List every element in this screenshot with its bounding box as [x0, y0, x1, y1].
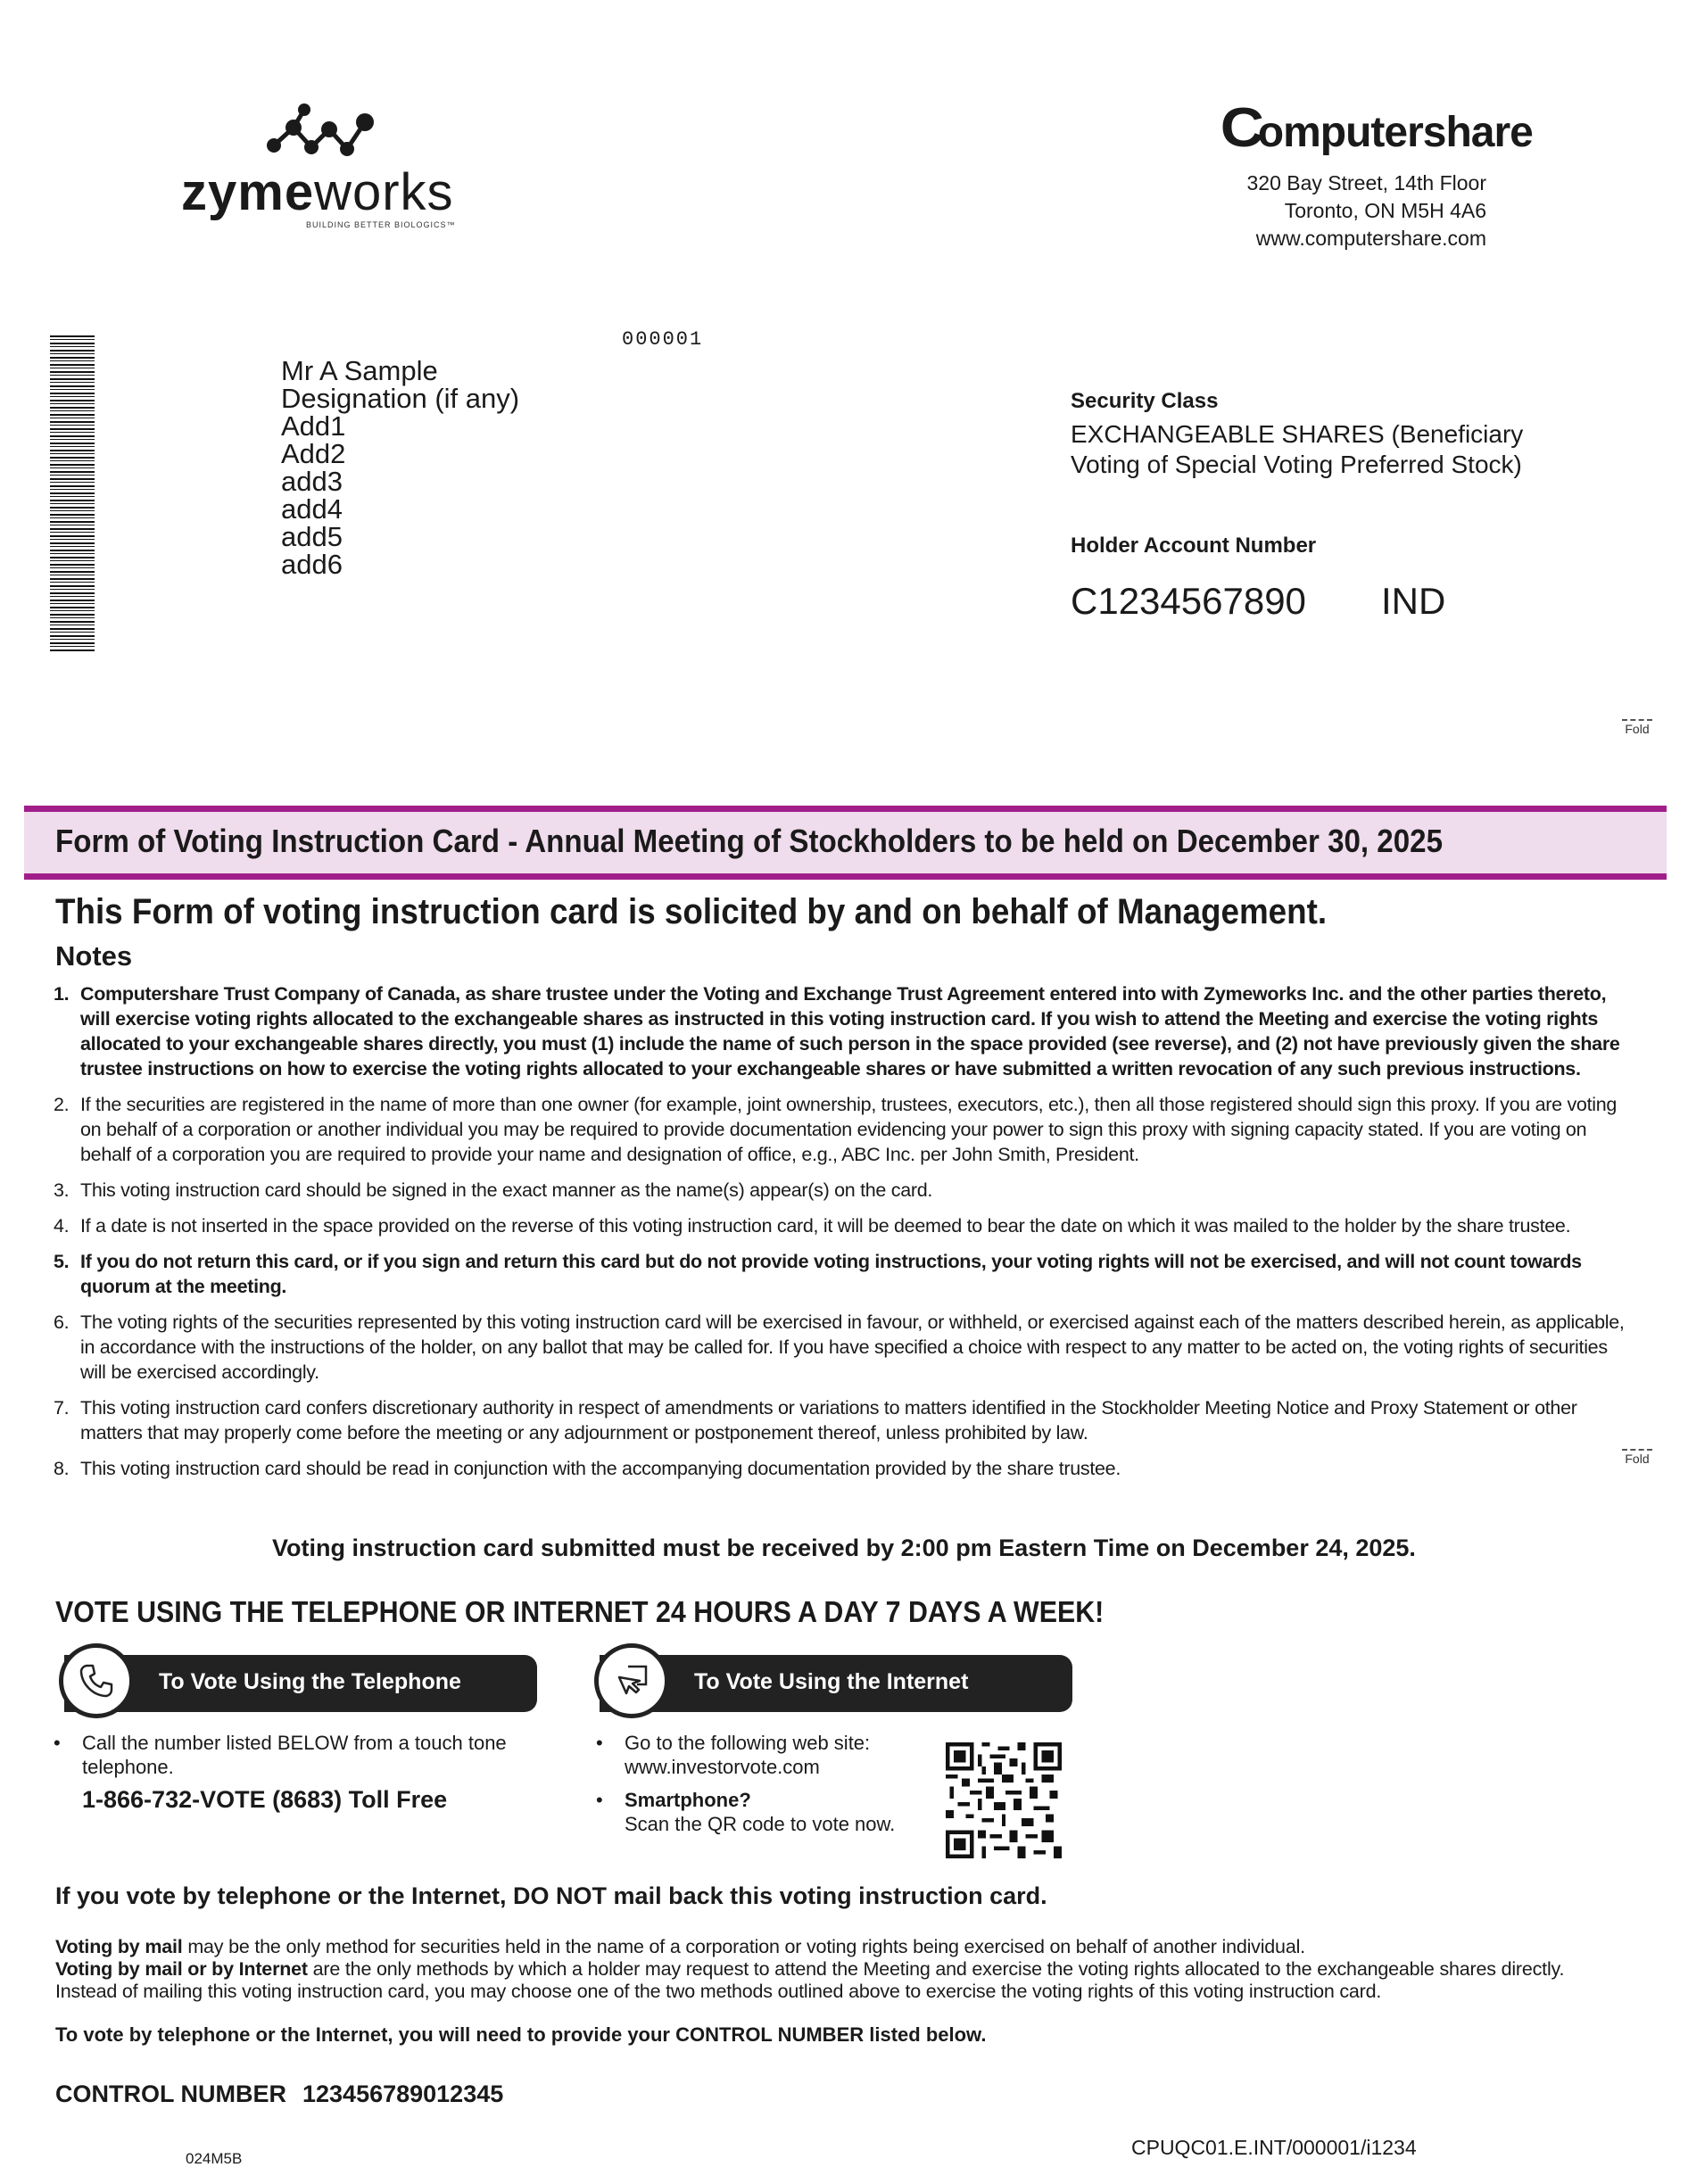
header-band-top-rule [24, 806, 1667, 812]
qr-code[interactable] [946, 1742, 1062, 1858]
note-number: 6. [54, 1311, 70, 1333]
note-item [50, 1456, 1638, 1481]
smartphone-text: Scan the QR code to vote now. [625, 1813, 896, 1835]
job-code: CPUQC01.E.INT/000001/i1234 [1131, 2136, 1417, 2159]
note-number: 2. [54, 1094, 70, 1115]
telephone-vote-banner [64, 1655, 537, 1712]
telephone-instruction: • Call the number listed BELOW from a touch tone telephone. [54, 1731, 517, 1779]
note-item [50, 1178, 1638, 1203]
computershare-c-mark: C [1220, 97, 1263, 159]
note-item [50, 1092, 1638, 1167]
agent-address [1247, 170, 1487, 252]
holder-account-number: C1234567890 [1071, 580, 1306, 622]
note-text: If you do not return this card, or if you sign and return this card but do not provide voting instructions, your voting rights will not be exercised, and will not count towards quorum at the meeting. [80, 1251, 1582, 1297]
holder-address-line: add4 [281, 493, 343, 525]
note-number: 3. [54, 1179, 70, 1201]
note-text: This voting instruction card should be read in conjunction with the accompanying documentation provided by the share trustee. [80, 1458, 1121, 1479]
holder-address-line: Mr A Sample [281, 355, 438, 386]
holder-address-line: add5 [281, 521, 343, 552]
internet-instruction-text: • Go to the following web site: [625, 1732, 871, 1754]
holder-account-label: Holder Account Number [1071, 534, 1317, 558]
form-title: Form of Voting Instruction Card - Annual Meeting of Stockholders to be held on December 30, 2025 [55, 823, 1444, 859]
computershare-wordmark: omputershare [1257, 109, 1533, 156]
agent-address-line: www.computershare.com [1255, 227, 1486, 250]
computershare-logo [1222, 96, 1533, 160]
note-text: This voting instruction card should be signed in the exact manner as the name(s) appear(s) on the card. [80, 1179, 933, 1201]
note-item [50, 1249, 1638, 1299]
fold-mark: Fold [1622, 1449, 1652, 1466]
note-number: 7. [54, 1397, 70, 1419]
vote-methods-heading: VOTE USING THE TELEPHONE OR INTERNET 24 HOURS A DAY 7 DAYS A WEEK! [55, 1595, 1105, 1628]
telephone-number[interactable]: 1-866-732-VOTE (8683) Toll Free [82, 1786, 448, 1813]
mail-info [55, 1936, 1661, 2003]
logo-word-works: works [314, 163, 454, 221]
zymeworks-logo [174, 103, 495, 228]
mail-info-text: may be the only method for securities held in the name of a corporation or voting rights being exercised on behalf of another individual. [182, 1936, 1305, 1957]
mail-info-line [55, 1936, 1661, 1958]
telephone-vote-title: To Vote Using the Telephone [159, 1669, 461, 1694]
internet-vote-banner [600, 1655, 1072, 1712]
postal-barcode [50, 335, 95, 651]
internet-vote-title: To Vote Using the Internet [694, 1669, 969, 1694]
note-text: The voting rights of the securities represented by this voting instruction card will be exercised in favour, or withheld, or exercised against each of the matters described herein, as applicable, in accordance with the instructions of the holder, on any ballot that may be called for. If you have specified a choice with respect to any matter to be acted on, the voting rights of securities will be exercised accordingly. [80, 1311, 1625, 1383]
note-number: 5. [54, 1251, 70, 1272]
smartphone-title: • Smartphone? [625, 1789, 751, 1811]
solicitation-heading: This Form of voting instruction card is solicited by and on behalf of Management. [55, 892, 1328, 931]
note-item [50, 1310, 1638, 1385]
control-number-instruction: To vote by telephone or the Internet, you will need to provide your CONTROL NUMBER listed below. [55, 2023, 987, 2046]
sequence-number: 000001 [622, 328, 704, 351]
holder-address-line: Add1 [281, 410, 346, 442]
control-number-label: CONTROL NUMBER [55, 2081, 286, 2107]
do-not-mail-warning: If you vote by telephone or the Internet, DO NOT mail back this voting instruction card. [55, 1882, 1047, 1909]
note-item [50, 981, 1638, 1081]
notes-heading: Notes [55, 940, 133, 972]
phone-icon [59, 1643, 134, 1718]
holder-address-line: Designation (if any) [281, 383, 520, 414]
agent-address-line: Toronto, ON M5H 4A6 [1284, 199, 1486, 222]
agent-address-line: 320 Bay Street, 14th Floor [1246, 171, 1486, 194]
control-number [55, 2081, 503, 2108]
holder-address-line: add6 [281, 549, 343, 580]
note-number: 1. [54, 983, 70, 1005]
logo-tagline: BUILDING BETTER BIOLOGICS™ [306, 220, 456, 229]
mail-info-line: Instead of mailing this voting instruction card, you may choose one of the two methods outlined above to exercise the voting rights of this voting instruction card. [55, 1981, 1382, 2002]
holder-address [281, 357, 519, 578]
security-class-value: EXCHANGEABLE SHARES (Beneficiary Voting of Special Voting Preferred Stock) [1071, 420, 1524, 478]
header-band-bottom-rule [24, 873, 1667, 880]
logo-word-zyme: zyme [181, 163, 315, 221]
note-item [50, 1213, 1638, 1238]
notes-list [50, 981, 1638, 1492]
note-item [50, 1395, 1638, 1445]
note-text: If a date is not inserted in the space provided on the reverse of this voting instruction card, it will be deemed to bear the date on which it was mailed to the holder by the share trustee. [80, 1215, 1571, 1237]
telephone-instructions [54, 1731, 517, 1812]
mail-info-bold: Voting by mail [55, 1936, 183, 1957]
submission-deadline: Voting instruction card submitted must be received by 2:00 pm Eastern Time on December 24, 2025. [272, 1535, 1416, 1561]
note-text: Computershare Trust Company of Canada, as share trustee under the Voting and Exchange Trust Agreement entered into with Zymeworks Inc. and the other parties thereto, will exercise voting rights allocated to the exchangeable shares as instructed in this voting instruction card. If you wish to attend the Meeting and exercise the voting rights allocated to your exchangeable shares directly, you must (1) include the name of such person in the space provided (see reverse), and (2) not have previously given the share trustee instructions on how to exercise the voting rights allocated to your exchangeable shares or have submitted a written revocation of any such previous instructions. [80, 983, 1620, 1080]
holder-address-line: Add2 [281, 438, 346, 469]
smartphone-instruction [596, 1788, 935, 1836]
cursor-click-icon [594, 1643, 669, 1718]
note-number: 8. [54, 1458, 70, 1479]
molecule-icon [263, 103, 388, 165]
control-number-value: 123456789012345 [302, 2081, 504, 2107]
internet-instructions [596, 1731, 935, 1836]
note-number: 4. [54, 1215, 70, 1237]
mail-info-bold: Voting by mail or by Internet [55, 1958, 308, 1980]
mail-info-text: are the only methods by which a holder may request to attend the Meeting and exercise the voting rights allocated to the exchangeable shares directly. [307, 1958, 1565, 1980]
internet-instruction [596, 1731, 935, 1779]
note-text: If the securities are registered in the name of more than one owner (for example, joint ownership, trustees, executors, etc.), then all those registered should sign this proxy. If you are voting on behalf of a corporation or another individual you may be required to provide documentation evidencing your power to sign this proxy with signing capacity stated. If you are voting on behalf of a corporation you are required to provide your name and designation of office, e.g., ABC Inc. per John Smith, President. [80, 1094, 1618, 1165]
form-code: 024M5B [186, 2150, 243, 2167]
note-text: This voting instruction card confers discretionary authority in respect of amendments or variations to matters identified in the Stockholder Meeting Notice and Proxy Statement or other matters that may properly come before the meeting or any adjournment or postponement thereof, unless prohibited by law. [80, 1397, 1577, 1444]
holder-account-type: IND [1381, 580, 1446, 622]
security-class-label: Security Class [1071, 389, 1219, 413]
fold-mark: Fold [1622, 719, 1652, 736]
mail-info-line [55, 1958, 1661, 1981]
holder-address-line: add3 [281, 466, 343, 497]
internet-url-link[interactable]: www.investorvote.com [625, 1756, 820, 1778]
